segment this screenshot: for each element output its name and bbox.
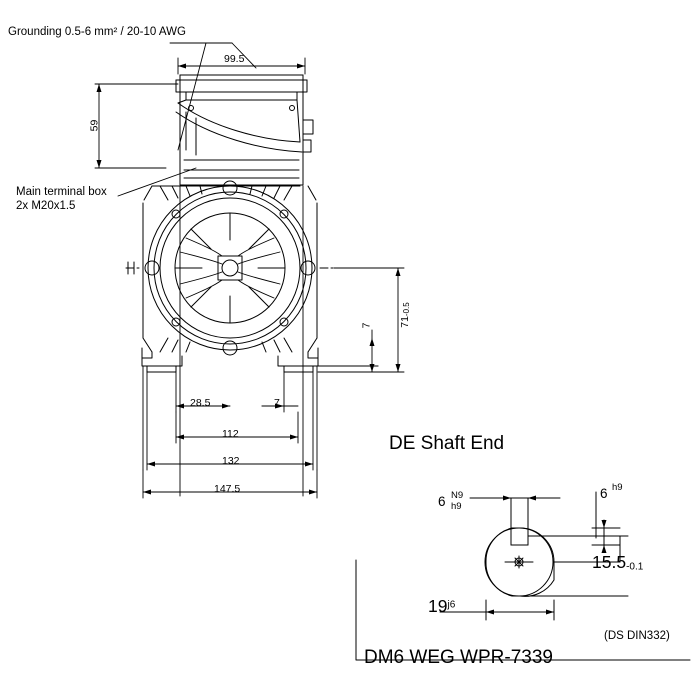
terminal-box-geometry	[176, 75, 313, 185]
dim-label-key-seat-tol: -0.1	[626, 561, 644, 573]
annotation-grounding: Grounding 0.5-6 mm² / 20-10 AWG	[8, 26, 186, 38]
dim-label-key-seat: 15.5	[592, 552, 627, 572]
dim-label-key-seat-group	[592, 552, 643, 573]
dim-box-height	[95, 84, 178, 168]
dim-label-overall-length: 147.5	[214, 483, 241, 495]
annotation-terminal-box-line2: 2x M20x1.5	[16, 200, 76, 212]
dim-label-top-width: 99.5	[224, 53, 245, 65]
dim-label-shaft-diameter-group	[428, 596, 455, 617]
dim-label-shaft-diameter: 19	[428, 596, 448, 616]
leader-lines	[8, 30, 256, 196]
dim-label-key-width-tol-top: N9	[451, 490, 464, 501]
standard-note: (DS DIN332)	[604, 630, 670, 642]
dim-label-shaft-diameter-tol: j6	[447, 599, 456, 611]
dim-label-foot-step: 7	[360, 322, 373, 329]
dim-label-foot-span: 112	[222, 428, 239, 440]
dim-label-base-width: 132	[222, 455, 240, 467]
dim-label-key-width-tol-bottom: h9	[451, 501, 462, 512]
dim-label-box-height: 59	[88, 119, 101, 132]
dim-label-key-width: 6	[438, 494, 446, 509]
dim-label-shaft-height-group	[395, 285, 413, 345]
dim-label-key-height-tol: h9	[612, 482, 623, 493]
dim-label-shaft-height-tol: -0.5	[402, 302, 412, 317]
annotation-terminal-box-line1: Main terminal box	[16, 186, 107, 198]
dim-label-foot-offset: 28.5	[190, 397, 211, 409]
dim-label-key-height: 6	[600, 486, 608, 501]
dim-label-shaft-height: 71	[399, 316, 411, 328]
dim-label-foot-offset-2: 7	[274, 397, 280, 409]
section-heading-de-shaft-end: DE Shaft End	[389, 433, 505, 454]
drawing-title: DM6 WEG WPR-7339	[364, 647, 553, 668]
